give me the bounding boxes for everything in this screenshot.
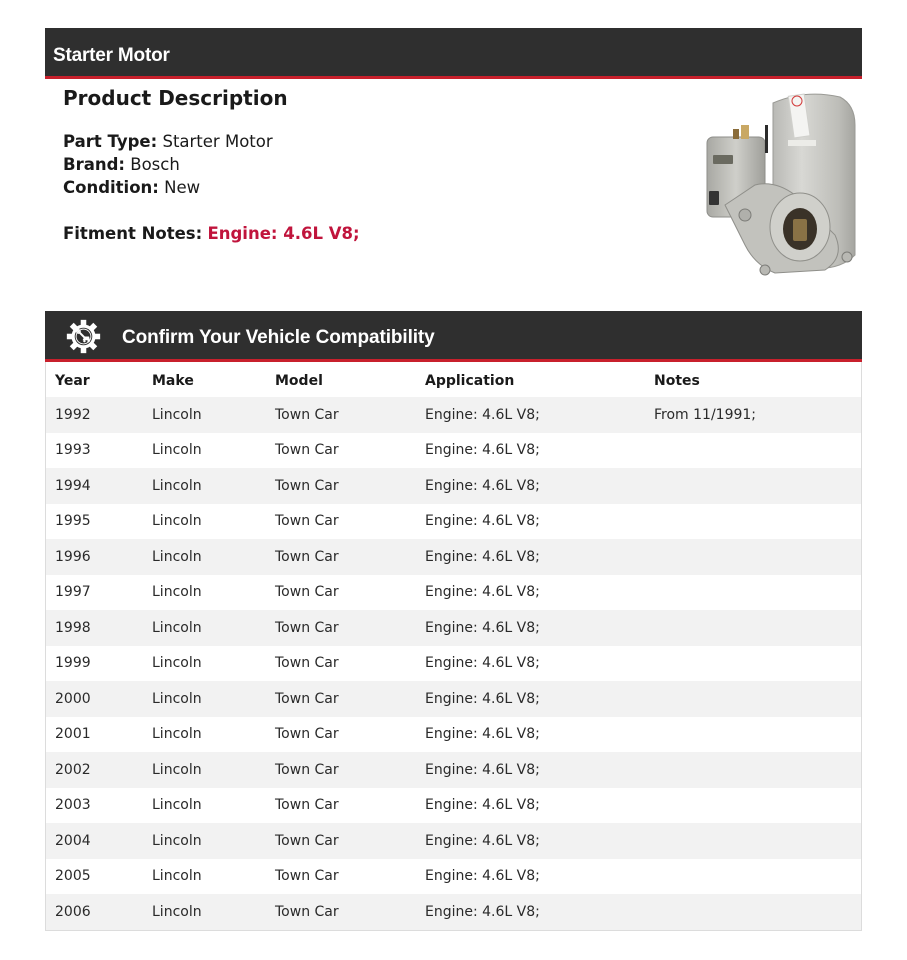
- cell-notes: [654, 539, 861, 575]
- cell-year: 2004: [55, 832, 91, 849]
- cell-application: Engine: 4.6L V8;: [425, 655, 540, 672]
- column-header-make: Make: [152, 372, 194, 389]
- table-row: [46, 539, 861, 575]
- cell-model: Town Car: [275, 655, 339, 672]
- cell-application: Engine: 4.6L V8;: [425, 619, 540, 636]
- spec-value: New: [164, 178, 201, 197]
- table-row: [46, 681, 861, 717]
- cell-application: Engine: 4.6L V8;: [425, 761, 540, 778]
- cell-make: Lincoln: [152, 584, 202, 601]
- cell-year: 2001: [55, 726, 91, 743]
- cell-make: Lincoln: [152, 655, 202, 672]
- cell-application: Engine: 4.6L V8;: [425, 584, 540, 601]
- cell-model: Town Car: [275, 584, 339, 601]
- gear-wrench-icon: [65, 318, 102, 355]
- cell-make: Lincoln: [152, 619, 202, 636]
- cell-year: 2000: [55, 690, 91, 707]
- product-title-bar: [45, 28, 862, 79]
- compatibility-title: Confirm Your Vehicle Compatibility: [122, 327, 435, 348]
- cell-year: 2002: [55, 761, 91, 778]
- cell-notes: [654, 788, 861, 824]
- cell-make: Lincoln: [152, 832, 202, 849]
- spec-value: Starter Motor: [162, 132, 273, 151]
- cell-notes: [654, 717, 861, 753]
- table-row: [46, 717, 861, 753]
- spec-brand: [63, 153, 623, 176]
- cell-notes: [654, 468, 861, 504]
- description-heading: Product Description: [63, 86, 288, 110]
- cell-year: 1993: [55, 442, 91, 459]
- cell-model: Town Car: [275, 868, 339, 885]
- cell-application: Engine: 4.6L V8;: [425, 832, 540, 849]
- product-description: [63, 85, 623, 245]
- table-row: [46, 433, 861, 469]
- column-header-notes: Notes: [654, 372, 700, 389]
- cell-model: Town Car: [275, 797, 339, 814]
- cell-model: Town Car: [275, 442, 339, 459]
- cell-year: 1992: [55, 406, 91, 423]
- cell-make: Lincoln: [152, 477, 202, 494]
- table-row: [46, 397, 861, 433]
- table-body: [46, 397, 861, 930]
- cell-notes: [654, 575, 861, 611]
- product-image: [685, 85, 860, 280]
- cell-notes: [654, 504, 861, 540]
- product-title: Starter Motor: [53, 45, 170, 66]
- cell-year: 1995: [55, 513, 91, 530]
- cell-application: Engine: 4.6L V8;: [425, 406, 540, 423]
- table-row: [46, 646, 861, 682]
- table-header-row: [46, 362, 861, 397]
- cell-application: Engine: 4.6L V8;: [425, 690, 540, 707]
- fitment-label: Fitment Notes:: [63, 224, 203, 243]
- cell-model: Town Car: [275, 690, 339, 707]
- cell-year: 1999: [55, 655, 91, 672]
- cell-year: 1997: [55, 584, 91, 601]
- cell-model: Town Car: [275, 513, 339, 530]
- cell-model: Town Car: [275, 619, 339, 636]
- cell-year: 1994: [55, 477, 91, 494]
- column-header-year: Year: [55, 372, 90, 389]
- cell-notes: [654, 823, 861, 859]
- cell-year: 1998: [55, 619, 91, 636]
- fitment-notes: [63, 222, 623, 245]
- cell-year: 2006: [55, 903, 91, 920]
- cell-year: 2003: [55, 797, 91, 814]
- cell-notes: [654, 859, 861, 895]
- cell-make: Lincoln: [152, 868, 202, 885]
- cell-application: Engine: 4.6L V8;: [425, 477, 540, 494]
- table-row: [46, 788, 861, 824]
- cell-notes: [654, 894, 861, 930]
- spec-label: Brand:: [63, 155, 126, 174]
- table-row: [46, 468, 861, 504]
- spec-label: Part Type:: [63, 132, 158, 151]
- spec-value: Bosch: [130, 155, 180, 174]
- column-header-model: Model: [275, 372, 323, 389]
- cell-model: Town Car: [275, 761, 339, 778]
- spec-condition: [63, 176, 623, 199]
- cell-application: Engine: 4.6L V8;: [425, 513, 540, 530]
- cell-notes: From 11/1991;: [654, 406, 757, 423]
- table-row: [46, 752, 861, 788]
- cell-make: Lincoln: [152, 513, 202, 530]
- cell-notes: [654, 433, 861, 469]
- cell-make: Lincoln: [152, 726, 202, 743]
- spec-label: Condition:: [63, 178, 159, 197]
- spec-list: [63, 130, 623, 199]
- cell-notes: [654, 610, 861, 646]
- compatibility-table-wrapper: [45, 362, 862, 931]
- table-row: [46, 859, 861, 895]
- cell-model: Town Car: [275, 477, 339, 494]
- cell-notes: [654, 752, 861, 788]
- table-row: [46, 894, 861, 930]
- table-row: [46, 575, 861, 611]
- cell-make: Lincoln: [152, 903, 202, 920]
- cell-application: Engine: 4.6L V8;: [425, 868, 540, 885]
- fitment-value: Engine: 4.6L V8;: [207, 224, 360, 243]
- cell-application: Engine: 4.6L V8;: [425, 726, 540, 743]
- table-row: [46, 823, 861, 859]
- spec-part-type: [63, 130, 623, 153]
- cell-model: Town Car: [275, 548, 339, 565]
- cell-year: 1996: [55, 548, 91, 565]
- cell-model: Town Car: [275, 406, 339, 423]
- table-row: [46, 504, 861, 540]
- cell-make: Lincoln: [152, 797, 202, 814]
- cell-make: Lincoln: [152, 442, 202, 459]
- table-row: [46, 610, 861, 646]
- cell-model: Town Car: [275, 832, 339, 849]
- cell-make: Lincoln: [152, 548, 202, 565]
- cell-make: Lincoln: [152, 690, 202, 707]
- cell-application: Engine: 4.6L V8;: [425, 548, 540, 565]
- cell-year: 2005: [55, 868, 91, 885]
- cell-notes: [654, 681, 861, 717]
- cell-application: Engine: 4.6L V8;: [425, 903, 540, 920]
- column-header-application: Application: [425, 372, 515, 389]
- compatibility-table: [46, 362, 861, 930]
- cell-notes: [654, 646, 861, 682]
- cell-make: Lincoln: [152, 761, 202, 778]
- compatibility-header-bar: [45, 311, 862, 362]
- starter-motor-image: [685, 85, 860, 280]
- cell-model: Town Car: [275, 903, 339, 920]
- cell-model: Town Car: [275, 726, 339, 743]
- cell-make: Lincoln: [152, 406, 202, 423]
- cell-application: Engine: 4.6L V8;: [425, 442, 540, 459]
- cell-application: Engine: 4.6L V8;: [425, 797, 540, 814]
